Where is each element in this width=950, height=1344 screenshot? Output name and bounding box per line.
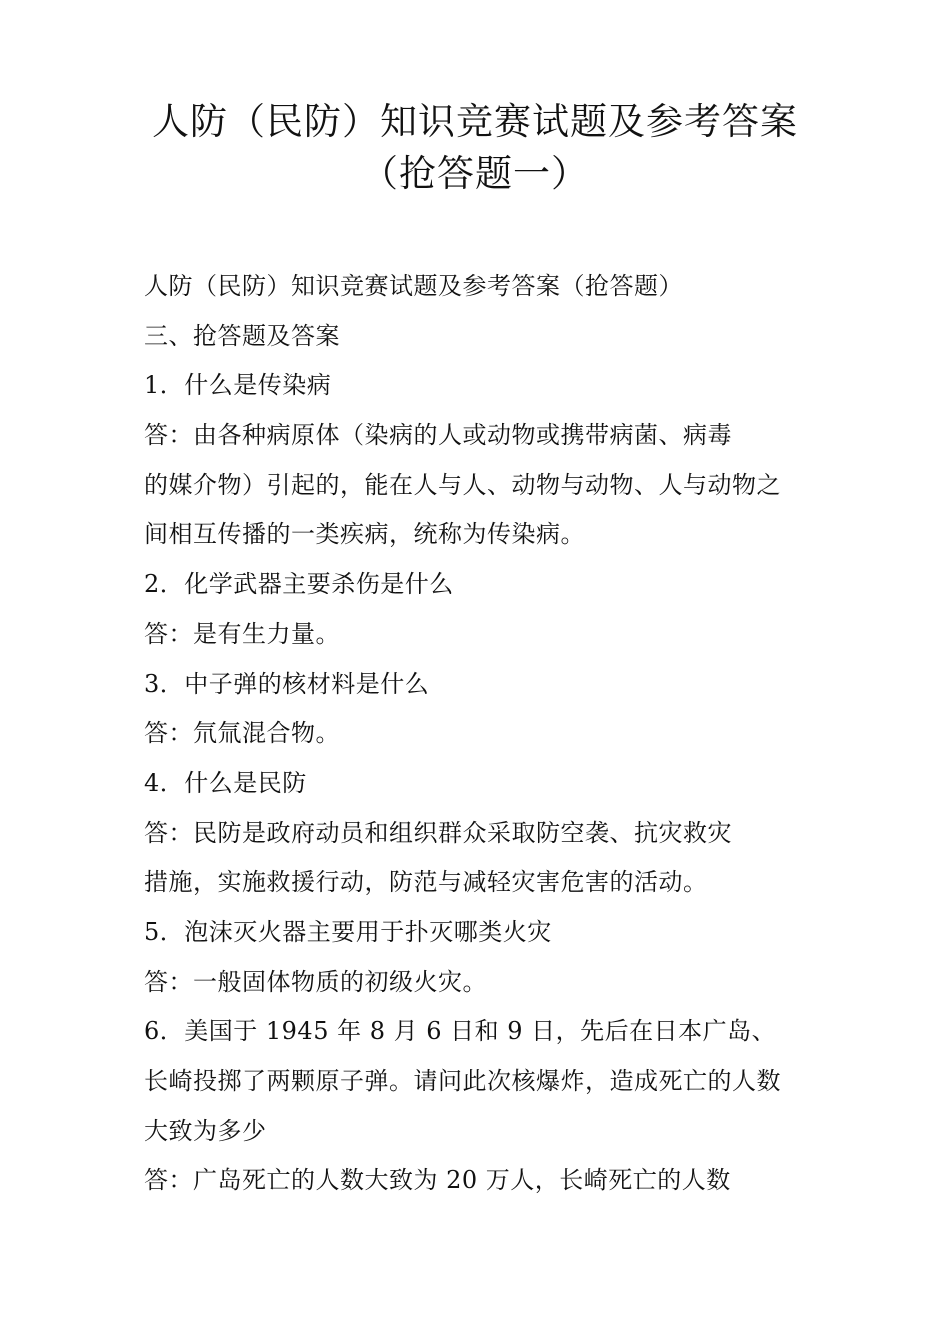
answer-line: 答：一般固体物质的初级火灾。	[144, 967, 487, 996]
body-line: 三、抢答题及答案	[144, 321, 340, 350]
question-line: 大致为多少	[144, 1116, 267, 1145]
question-line: 4．什么是民防	[144, 768, 307, 797]
answer-line: 答：由各种病原体（染病的人或动物或携带病菌、病毒	[144, 421, 732, 450]
answer-line: 答：氘氚混合物。	[144, 719, 340, 748]
question-line: 1．什么是传染病	[144, 371, 332, 400]
answer-line: 的媒介物）引起的，能在人与人、动物与动物、人与动物之	[144, 470, 781, 499]
document-body	[144, 262, 824, 1206]
question-line: 6．美国于 1945 年 8 月 6 日和 9 日，先后在日本广岛、	[144, 1017, 777, 1046]
answer-line: 间相互传播的一类疾病，统称为传染病。	[144, 520, 585, 549]
question-line: 3．中子弹的核材料是什么	[144, 669, 430, 698]
body-line: 人防（民防）知识竞赛试题及参考答案（抢答题）	[144, 272, 683, 300]
question-line: 2．化学武器主要杀伤是什么	[144, 570, 454, 599]
question-line: 长崎投掷了两颗原子弹。请问此次核爆炸，造成死亡的人数	[144, 1067, 781, 1095]
answer-line: 措施，实施救援行动，防范与减轻灾害危害的活动。	[144, 868, 708, 897]
answer-line: 答：是有生力量。	[144, 619, 340, 648]
question-line: 5．泡沫灭火器主要用于扑灭哪类火灾	[144, 917, 552, 946]
document-title-line-1: 人防（民防）知识竞赛试题及参考答案	[152, 100, 798, 143]
document-title-line-2: （抢答题一）	[361, 152, 589, 195]
answer-line: 答：民防是政府动员和组织群众采取防空袭、抗灾救灾	[144, 818, 732, 847]
answer-line: 答：广岛死亡的人数大致为 20 万人，长崎死亡的人数	[144, 1166, 731, 1195]
